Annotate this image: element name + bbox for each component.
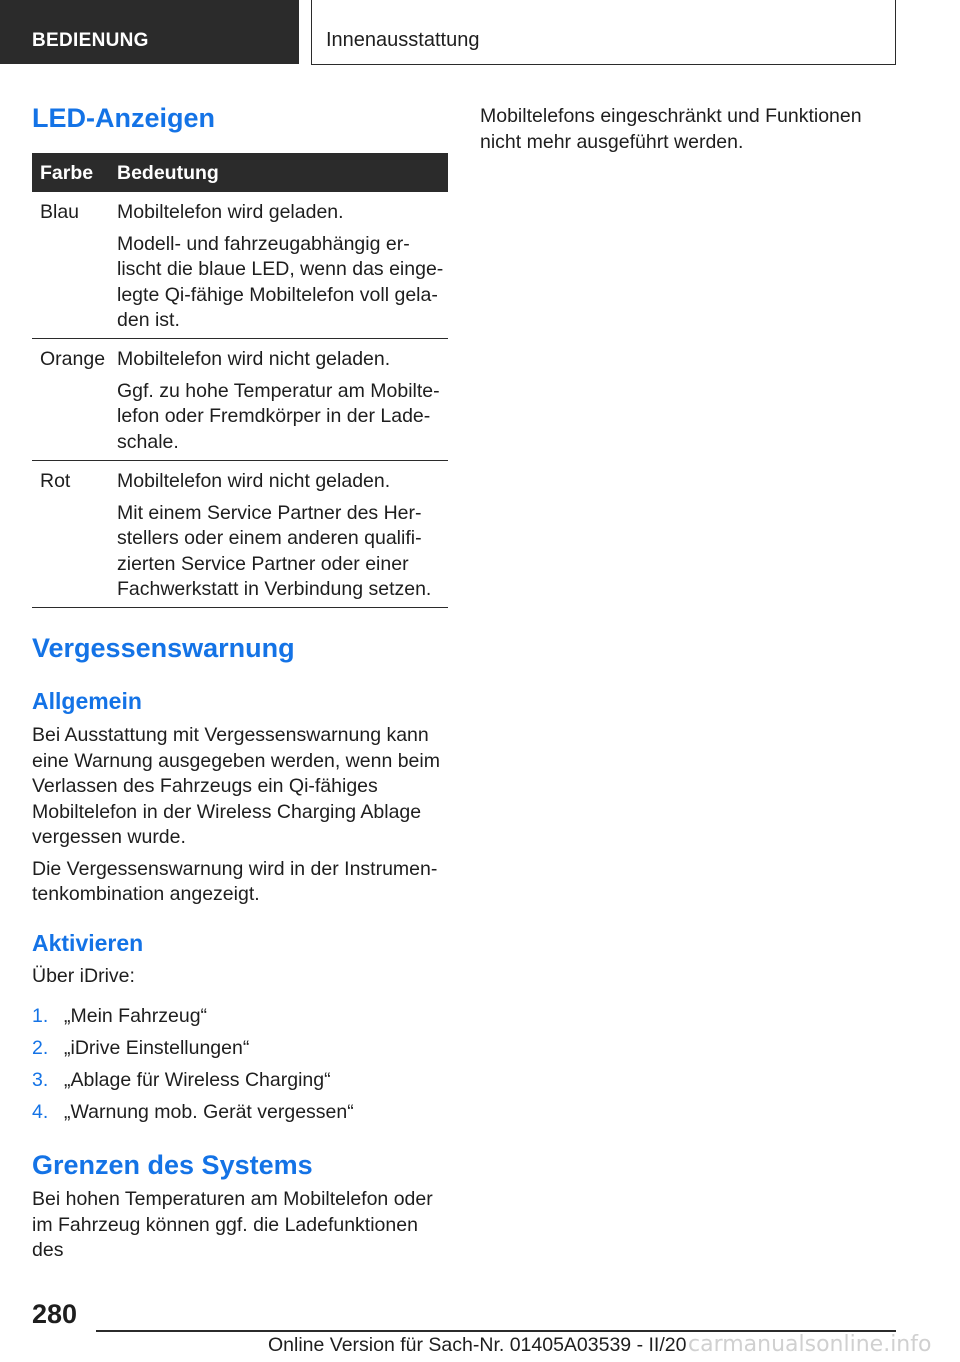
general-text bbox=[32, 723, 452, 908]
page-number: 280 bbox=[32, 1299, 78, 1329]
step-item bbox=[32, 1004, 448, 1030]
led-status: Mobiltelefon wird geladen. bbox=[117, 201, 344, 223]
online-version-text: Online Version für Sach-Nr. 01405A03539 - II/20 bbox=[268, 1334, 687, 1356]
chapter-label: Innenausstattung bbox=[326, 29, 480, 51]
led-row-blue bbox=[32, 200, 448, 339]
step-text: „Mein Fahrzeug“ bbox=[64, 1005, 208, 1027]
led-note: Mit einem Service Partner des Herstellers oder einem anderen qualifizierten Service Partner oder einer Fachwerkstatt in Verbindung setzen. bbox=[117, 501, 432, 600]
step-item bbox=[32, 1068, 448, 1094]
activate-steps bbox=[32, 1004, 448, 1132]
watermark: carmanualsonline.info bbox=[688, 1332, 932, 1357]
forget-warning-title: Vergessenswarnung bbox=[32, 633, 295, 663]
led-color: Blau bbox=[40, 201, 80, 223]
section-label: BEDIENUNG bbox=[32, 30, 149, 51]
activate-heading: Aktivieren bbox=[32, 930, 144, 956]
step-text: „iDrive Einstellungen“ bbox=[64, 1037, 250, 1059]
step-number: 2. bbox=[32, 1037, 49, 1059]
step-item bbox=[32, 1036, 448, 1062]
general-paragraph-1: Bei Ausstattung mit Vergessenswarnung kann eine Warnung ausgegeben werden, wenn beim Verlassen des Fahrzeugs ein Qi-fähiges Mobiltelefon in der Wireless Charging Ablage vergessen wurde. bbox=[32, 724, 440, 848]
led-color: Rot bbox=[40, 470, 71, 492]
step-number: 1. bbox=[32, 1005, 49, 1027]
led-row-red bbox=[32, 469, 448, 608]
led-status: Mobiltelefon wird nicht geladen. bbox=[117, 470, 391, 492]
step-text: „Warnung mob. Gerät vergessen“ bbox=[64, 1101, 354, 1123]
limits-title: Grenzen des Systems bbox=[32, 1150, 313, 1180]
led-note: Modell- und fahrzeugabhängig erlischt die blaue LED, wenn das eingelegte Qi-fähige Mobiltelefon voll geladen ist. bbox=[117, 232, 444, 331]
general-paragraph-2: Die Vergessenswarnung wird in der Instrumentenkombination angezeigt. bbox=[32, 857, 438, 905]
section-tab bbox=[0, 0, 299, 64]
limits-paragraph-right: Mobiltelefons eingeschränkt und Funktionen nicht mehr ausgeführt werden. bbox=[480, 105, 862, 153]
led-description bbox=[117, 469, 447, 603]
led-note: Ggf. zu hohe Temperatur am Mobiltelefon oder Fremdkörper in der Ladeschale. bbox=[117, 379, 440, 453]
col-color-header: Farbe bbox=[40, 162, 94, 184]
activate-intro: Über iDrive: bbox=[32, 965, 135, 987]
led-table-header bbox=[32, 153, 448, 192]
led-color: Orange bbox=[40, 348, 106, 370]
step-number: 3. bbox=[32, 1069, 49, 1091]
led-description bbox=[117, 347, 447, 455]
col-meaning-header: Bedeutung bbox=[117, 162, 219, 184]
step-item bbox=[32, 1100, 448, 1126]
general-heading: Allgemein bbox=[32, 688, 142, 714]
chapter-header bbox=[311, 0, 896, 65]
led-row-orange bbox=[32, 347, 448, 461]
led-status: Mobiltelefon wird nicht geladen. bbox=[117, 348, 391, 370]
led-description bbox=[117, 200, 447, 334]
led-title: LED-Anzeigen bbox=[32, 103, 216, 133]
limits-paragraph-left: Bei hohen Temperaturen am Mobiltelefon oder im Fahrzeug können ggf. die Ladefunktionen des bbox=[32, 1188, 433, 1261]
step-number: 4. bbox=[32, 1101, 49, 1123]
step-text: „Ablage für Wireless Charging“ bbox=[64, 1069, 331, 1091]
